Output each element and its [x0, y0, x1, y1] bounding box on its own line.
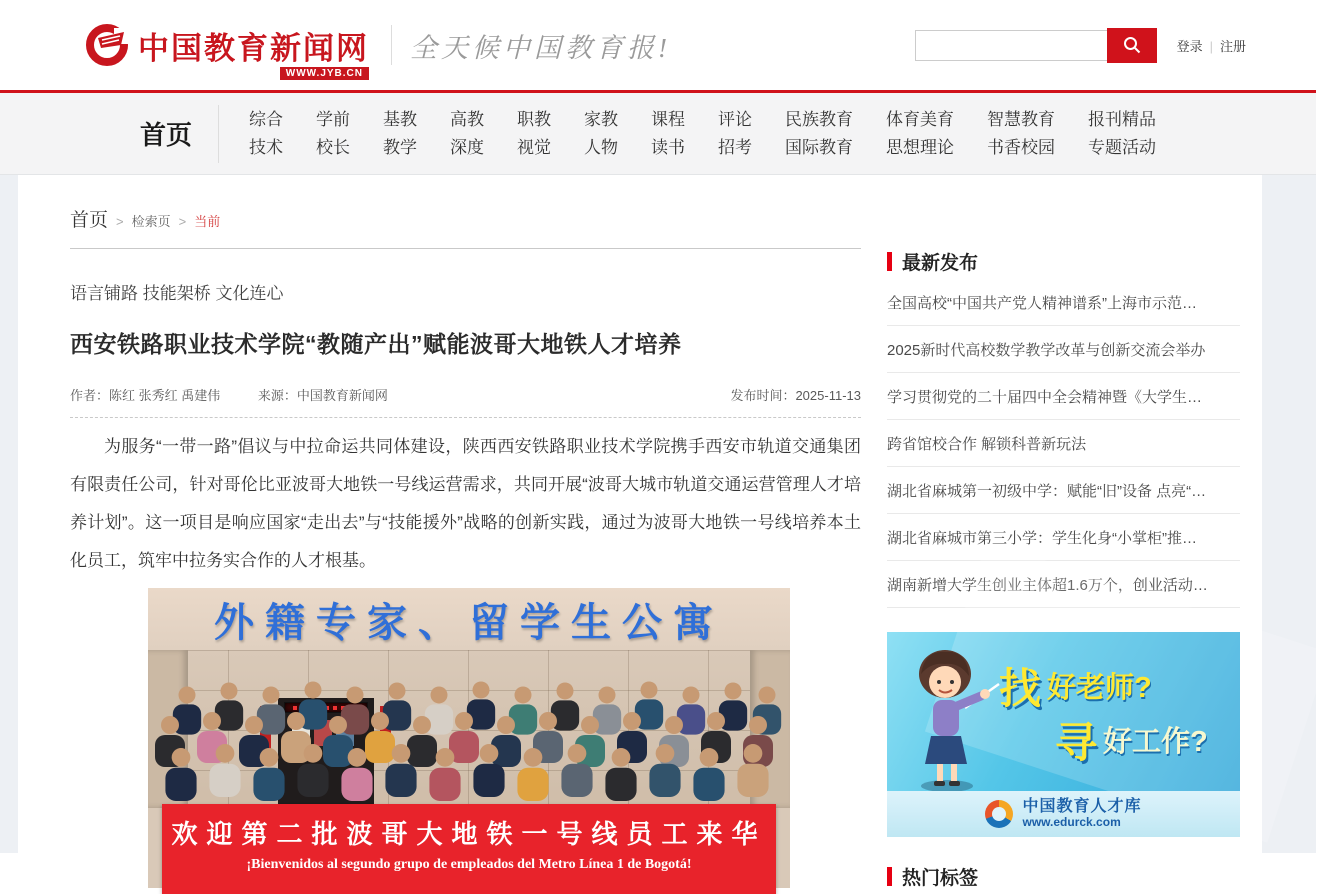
nav-item[interactable]: 视觉	[517, 137, 552, 157]
nav-item[interactable]: 思想理论	[886, 137, 955, 157]
nav-item[interactable]: 技术	[249, 137, 284, 157]
nav-col-7	[651, 110, 685, 158]
article-source: 来源：中国教育新闻网	[257, 388, 388, 403]
teacher-cartoon-icon	[895, 644, 1015, 794]
list-item[interactable]: 湖北省麻城第一初级中学：赋能“旧”设备 点亮“…	[887, 467, 1240, 514]
nav-col-11	[987, 110, 1055, 158]
nav-col-8	[718, 110, 752, 158]
list-item[interactable]: 跨省馆校合作 解锁科普新玩法	[887, 420, 1240, 467]
ad-text-job: 好工作?	[1103, 726, 1208, 758]
main-nav	[0, 93, 1316, 175]
header-divider	[391, 25, 392, 65]
nav-col-3	[383, 110, 417, 158]
list-item[interactable]: 2025新时代高校数学教学改革与创新交流会举办	[887, 326, 1240, 373]
nav-item[interactable]: 书香校园	[987, 137, 1056, 157]
nav-col-10	[886, 110, 954, 158]
nav-item[interactable]: 教学	[383, 137, 418, 157]
nav-col-4	[450, 110, 484, 158]
breadcrumb-home[interactable]: 首页	[70, 210, 109, 231]
content-wrapper	[18, 175, 1262, 889]
ad-word-find: 找	[999, 665, 1042, 712]
tags-section-title: 热门标签	[902, 868, 979, 889]
nav-item[interactable]: 评论	[718, 109, 753, 129]
tags-section-header	[887, 863, 1240, 890]
ad-headline-1	[999, 656, 1152, 716]
nav-col-2	[316, 110, 350, 158]
nav-col-6	[584, 110, 618, 158]
talent-pool-ad-banner[interactable]	[887, 632, 1240, 837]
register-link[interactable]: 注册	[1219, 38, 1246, 54]
nav-home[interactable]: 首页	[140, 120, 193, 150]
nav-item[interactable]: 体育美育	[886, 109, 955, 129]
nav-item[interactable]: 民族教育	[785, 109, 854, 129]
article-kicker: 语言铺路 技能架桥 文化连心	[70, 284, 284, 303]
photo-welcome-banner	[162, 804, 776, 894]
article-title: 西安铁路职业技术学院“教随产出”赋能波哥大地铁人才培养	[70, 331, 682, 357]
search-box	[915, 28, 1157, 63]
ad-headline-2	[1055, 710, 1208, 770]
list-item[interactable]: 学习贯彻党的二十届四中全会精神暨《大学生…	[887, 373, 1240, 420]
article-author: 作者：陈红 张秀红 禹建伟	[70, 388, 221, 403]
article-meta	[70, 385, 861, 418]
logo-emblem-icon	[84, 22, 130, 68]
breadcrumb-separator: >	[178, 214, 187, 229]
search-input[interactable]	[915, 30, 1107, 61]
nav-item[interactable]: 国际教育	[785, 137, 854, 157]
nav-item[interactable]: 职教	[517, 109, 552, 129]
latest-section-title: 最新发布	[902, 253, 979, 274]
breadcrumb	[70, 205, 1240, 232]
nav-item[interactable]: 深度	[450, 137, 485, 157]
banner-spanish-text: ¡Bienvenidos al segundo grupo de empleados del Metro Línea 1 de Bogotá!	[246, 857, 692, 872]
breadcrumb-current: 当前	[194, 214, 221, 229]
auth-divider: |	[1209, 38, 1213, 54]
site-slogan: 全天候中国教育报!	[410, 32, 671, 63]
photo-building-wall	[148, 588, 790, 650]
nav-col-12	[1088, 110, 1156, 158]
nav-item[interactable]: 智慧教育	[987, 109, 1056, 129]
photo-building-sign: 外籍专家、留学生公寓	[214, 600, 724, 645]
nav-item[interactable]: 家教	[584, 109, 619, 129]
article-column	[70, 248, 861, 890]
site-header	[0, 0, 1316, 90]
search-icon	[1123, 36, 1141, 54]
nav-item[interactable]: 报刊精品	[1088, 109, 1157, 129]
latest-list	[887, 279, 1240, 608]
login-link[interactable]: 登录	[1176, 38, 1203, 54]
nav-item[interactable]: 课程	[651, 109, 686, 129]
section-accent-bar	[887, 252, 892, 271]
banner-chinese-text: 欢迎第二批波哥大地铁一号线员工来华	[171, 819, 767, 849]
nav-item[interactable]: 招考	[718, 137, 753, 157]
ad-brand-name: 中国教育人才库	[1022, 797, 1142, 815]
nav-item[interactable]: 校长	[316, 137, 351, 157]
article-top-rule	[70, 248, 861, 249]
nav-col-9	[785, 110, 853, 158]
ad-footer-strip	[887, 791, 1240, 837]
breadcrumb-separator: >	[116, 214, 124, 229]
nav-item[interactable]: 综合	[249, 109, 284, 129]
article-photo	[148, 588, 790, 888]
nav-item[interactable]: 人物	[584, 137, 619, 157]
nav-col-1	[249, 110, 283, 158]
nav-item[interactable]: 基教	[383, 109, 418, 129]
nav-item[interactable]: 读书	[651, 137, 686, 157]
article-publish-time: 发布时间：2025-11-13	[730, 388, 861, 403]
list-item[interactable]: 全国高校“中国共产党人精神谱系”上海市示范…	[887, 279, 1240, 326]
search-button[interactable]	[1107, 28, 1157, 63]
nav-item[interactable]: 高教	[450, 109, 485, 129]
photo-crowd	[148, 680, 790, 812]
sidebar	[887, 248, 1240, 890]
ad-word-seek: 寻	[1055, 719, 1098, 766]
list-item[interactable]: 湖北省麻城市第三小学：学生化身“小掌柜”推…	[887, 514, 1240, 561]
nav-divider	[218, 105, 219, 163]
latest-section-header	[887, 248, 1240, 275]
ad-site-url: www.edurck.com	[1022, 815, 1121, 830]
section-accent-bar	[887, 867, 892, 886]
site-url-badge: WWW.JYB.CN	[280, 67, 369, 80]
edurck-logo-icon	[985, 800, 1013, 828]
nav-item[interactable]: 学前	[316, 109, 351, 129]
ad-text-teacher: 好老师?	[1047, 672, 1152, 704]
article-paragraph: 为服务“一带一路”倡议与中拉命运共同体建设，陕西西安铁路职业技术学院携手西安市轨道交通集团有限责任公司，针对哥伦比亚波哥大地铁一号线运营需求，共同开展“波哥大城市轨道交通运营管理人才培养计划”。这一项目是响应国家“走出去”与“技能援外”战略的创新实践，通过为波哥大地铁一号线培养本土化员工，筑牢中拉务实合作的人才根基。	[70, 437, 861, 570]
nav-item[interactable]: 专题活动	[1088, 137, 1157, 157]
site-title: 中国教育新闻网	[138, 30, 369, 66]
page-background	[0, 175, 1316, 889]
list-item[interactable]: 湖南新增大学生创业主体超1.6万个，创业活动…	[887, 561, 1240, 608]
breadcrumb-search-page[interactable]: 检索页	[131, 214, 171, 229]
site-logo[interactable]	[84, 22, 369, 79]
nav-col-5	[517, 110, 551, 158]
auth-links	[1177, 36, 1246, 55]
